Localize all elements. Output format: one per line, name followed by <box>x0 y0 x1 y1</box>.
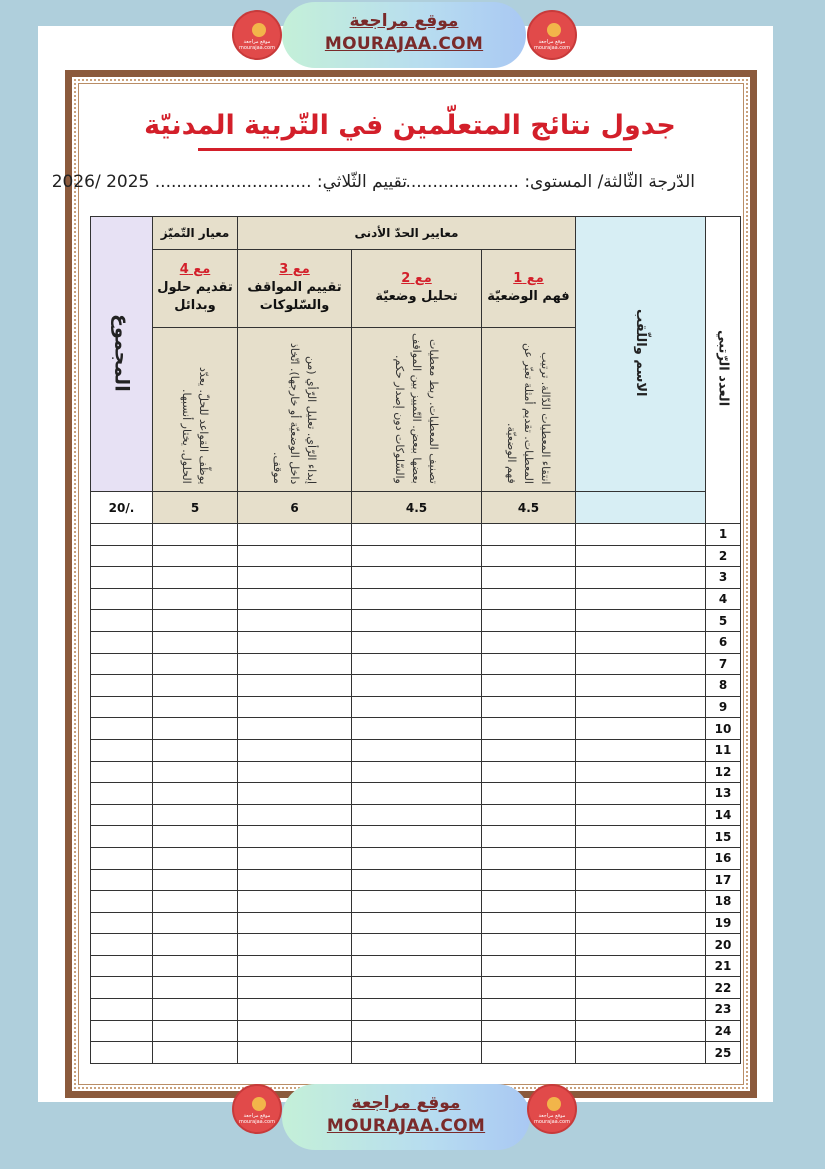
row-number: 7 <box>706 653 741 675</box>
grade-cell[interactable] <box>482 847 576 869</box>
grade-cell[interactable] <box>153 545 238 567</box>
name-column-header: الاسم واللّقب <box>576 217 706 492</box>
criterion-3-description: إبداء الرّأي. تعليل الرّأي (من داخل الوضعيّة أو خارجها). اتّخاذ موقف. <box>238 328 352 492</box>
grade-cell[interactable] <box>352 696 482 718</box>
criterion-3-header: مع 3 تقييم المواقف والسّلوكات <box>238 250 352 328</box>
grade-cell[interactable] <box>352 739 482 761</box>
table-row <box>91 1020 741 1042</box>
site-name-arabic[interactable]: موقع مراجعة <box>349 11 459 31</box>
row-number: 15 <box>706 826 741 848</box>
grade-cell[interactable] <box>576 653 706 675</box>
grade-cell[interactable] <box>482 977 576 999</box>
grade-cell[interactable] <box>153 653 238 675</box>
criterion-2-header: مع 2 تحليل وضعيّة <box>352 250 482 328</box>
table-row <box>91 783 741 805</box>
grade-cell[interactable] <box>91 761 153 783</box>
grade-cell[interactable] <box>153 826 238 848</box>
grade-cell[interactable] <box>352 934 482 956</box>
grade-cell[interactable] <box>91 783 153 805</box>
grade-cell[interactable] <box>153 588 238 610</box>
grade-cell[interactable] <box>352 977 482 999</box>
name-score-cell <box>576 492 706 524</box>
grade-cell[interactable] <box>576 912 706 934</box>
grade-cell[interactable] <box>238 869 352 891</box>
grade-cell[interactable] <box>238 934 352 956</box>
site-name-latin[interactable]: MOURAJAA.COM <box>324 34 484 54</box>
row-number: 19 <box>706 912 741 934</box>
row-number: 13 <box>706 783 741 805</box>
grade-cell[interactable] <box>238 588 352 610</box>
criterion-4-description: يوظّف القواعد للحلّ. يعدّد الحلول. يختار أنسبها. <box>153 328 238 492</box>
grade-cell[interactable] <box>91 804 153 826</box>
table-row <box>91 524 741 546</box>
table-row <box>91 1042 741 1064</box>
grade-cell[interactable] <box>352 999 482 1021</box>
row-number: 8 <box>706 675 741 697</box>
grade-cell[interactable] <box>576 567 706 589</box>
grade-cell[interactable] <box>352 545 482 567</box>
grade-cell[interactable] <box>238 610 352 632</box>
grade-cell[interactable] <box>352 804 482 826</box>
grade-cell[interactable] <box>153 567 238 589</box>
grade-cell[interactable] <box>91 567 153 589</box>
row-number: 24 <box>706 1020 741 1042</box>
table-row <box>91 675 741 697</box>
grade-cell[interactable] <box>238 912 352 934</box>
table-row <box>91 977 741 999</box>
grade-cell[interactable] <box>576 1020 706 1042</box>
grade-cell[interactable] <box>238 675 352 697</box>
grade-cell[interactable] <box>352 675 482 697</box>
row-number: 4 <box>706 588 741 610</box>
grade-cell[interactable] <box>153 739 238 761</box>
site-banner-top[interactable] <box>282 2 526 68</box>
grade-cell[interactable] <box>153 934 238 956</box>
results-table <box>90 216 741 1064</box>
grade-cell[interactable] <box>153 631 238 653</box>
title-underline <box>198 148 632 151</box>
grade-cell[interactable] <box>91 718 153 740</box>
level-label: الدّرجة الثّالثة/ المستوى: ..................... <box>405 172 695 192</box>
grade-cell[interactable] <box>352 891 482 913</box>
grade-cell[interactable] <box>238 696 352 718</box>
grade-cell[interactable] <box>91 847 153 869</box>
site-banner-bottom[interactable] <box>282 1084 530 1150</box>
site-logo-right[interactable] <box>527 10 577 60</box>
grade-cell[interactable] <box>238 739 352 761</box>
table-row <box>91 567 741 589</box>
table-row <box>91 545 741 567</box>
logo-mark-icon <box>252 23 266 37</box>
grade-cell[interactable] <box>576 524 706 546</box>
grade-cell[interactable] <box>238 524 352 546</box>
grade-cell[interactable] <box>352 524 482 546</box>
grade-cell[interactable] <box>352 761 482 783</box>
row-number: 25 <box>706 1042 741 1064</box>
row-number: 2 <box>706 545 741 567</box>
table-row <box>91 610 741 632</box>
grade-cell[interactable] <box>576 696 706 718</box>
grade-cell[interactable] <box>238 567 352 589</box>
table-row <box>91 804 741 826</box>
grade-cell[interactable] <box>238 783 352 805</box>
grade-cell[interactable] <box>238 977 352 999</box>
grade-cell[interactable] <box>238 545 352 567</box>
grade-cell[interactable] <box>352 826 482 848</box>
grade-cell[interactable] <box>352 567 482 589</box>
grade-cell[interactable] <box>576 588 706 610</box>
grade-cell[interactable] <box>153 869 238 891</box>
grade-cell[interactable] <box>482 524 576 546</box>
grade-cell[interactable] <box>482 588 576 610</box>
grade-cell[interactable] <box>482 869 576 891</box>
grade-cell[interactable] <box>238 804 352 826</box>
grade-cell[interactable] <box>352 847 482 869</box>
grade-cell[interactable] <box>238 826 352 848</box>
grade-cell[interactable] <box>576 718 706 740</box>
grade-cell[interactable] <box>153 804 238 826</box>
grade-cell[interactable] <box>576 631 706 653</box>
grade-cell[interactable] <box>153 977 238 999</box>
grade-cell[interactable] <box>352 912 482 934</box>
table-row <box>91 739 741 761</box>
grade-cell[interactable] <box>576 869 706 891</box>
grade-cell[interactable] <box>576 804 706 826</box>
grade-cell[interactable] <box>576 739 706 761</box>
table-row <box>91 653 741 675</box>
logo-mark-icon <box>547 1097 561 1111</box>
logo-mark-icon <box>252 1097 266 1111</box>
grade-cell[interactable] <box>153 891 238 913</box>
grade-cell[interactable] <box>352 718 482 740</box>
table-row <box>91 588 741 610</box>
page-title: جدول نتائج المتعلّمين في التّربية المدنيّة <box>144 110 676 141</box>
grade-cell[interactable] <box>482 912 576 934</box>
table-row <box>91 934 741 956</box>
grade-cell[interactable] <box>482 955 576 977</box>
grade-cell[interactable] <box>576 826 706 848</box>
table-row <box>91 891 741 913</box>
grade-cell[interactable] <box>352 631 482 653</box>
grade-cell[interactable] <box>153 955 238 977</box>
logo-text: موقع مراجعة mourajaa.com <box>533 1113 570 1125</box>
term-label: تقييم الثّلاثي: ............................. 2025 /2026 <box>51 172 407 192</box>
grade-cell[interactable] <box>482 631 576 653</box>
grade-cell[interactable] <box>576 999 706 1021</box>
grade-cell[interactable] <box>352 1042 482 1064</box>
grade-cell[interactable] <box>482 761 576 783</box>
grade-cell[interactable] <box>576 891 706 913</box>
total-column-header: المجموع <box>91 217 153 492</box>
row-number: 23 <box>706 999 741 1021</box>
grade-cell[interactable] <box>482 1042 576 1064</box>
grade-cell[interactable] <box>482 826 576 848</box>
grade-cell[interactable] <box>238 761 352 783</box>
grade-cell[interactable] <box>576 610 706 632</box>
grade-cell[interactable] <box>238 891 352 913</box>
table-row <box>91 869 741 891</box>
grade-cell[interactable] <box>91 588 153 610</box>
table-row <box>91 999 741 1021</box>
grade-cell[interactable] <box>352 955 482 977</box>
number-column-header: العدد الرّتبي <box>706 217 741 524</box>
grade-cell[interactable] <box>91 999 153 1021</box>
site-logo-left-bottom[interactable] <box>232 1084 282 1134</box>
grade-cell[interactable] <box>153 696 238 718</box>
grade-cell[interactable] <box>482 545 576 567</box>
grade-cell[interactable] <box>153 783 238 805</box>
grade-cell[interactable] <box>91 912 153 934</box>
grade-cell[interactable] <box>482 696 576 718</box>
grade-cell[interactable] <box>91 955 153 977</box>
table-row <box>91 847 741 869</box>
grade-cell[interactable] <box>153 1042 238 1064</box>
grade-cell[interactable] <box>482 567 576 589</box>
grade-cell[interactable] <box>91 653 153 675</box>
grade-cell[interactable] <box>352 610 482 632</box>
grade-cell[interactable] <box>238 955 352 977</box>
grade-cell[interactable] <box>153 912 238 934</box>
grade-cell[interactable] <box>576 934 706 956</box>
grade-cell[interactable] <box>153 999 238 1021</box>
row-number: 5 <box>706 610 741 632</box>
site-logo-right-bottom[interactable] <box>527 1084 577 1134</box>
grade-cell[interactable] <box>482 783 576 805</box>
minimum-group-header: معايير الحدّ الأدنى <box>238 217 576 250</box>
grade-cell[interactable] <box>576 545 706 567</box>
grade-cell[interactable] <box>238 847 352 869</box>
excellence-group-header: معيار التّميّز <box>153 217 238 250</box>
grade-cell[interactable] <box>352 653 482 675</box>
logo-text: موقع مراجعة mourajaa.com <box>533 39 570 51</box>
grade-cell[interactable] <box>576 1042 706 1064</box>
grade-cell[interactable] <box>238 653 352 675</box>
grade-cell[interactable] <box>91 977 153 999</box>
grade-cell[interactable] <box>153 610 238 632</box>
criterion-1-description: انتقاء المعطيات الدّالة. ترتيب المعطيات. تقديم أمثلة تعبّر عن فهم الوضعيّة. <box>482 328 576 492</box>
table-row <box>91 912 741 934</box>
grade-cell[interactable] <box>153 761 238 783</box>
row-number: 3 <box>706 567 741 589</box>
table-row <box>91 696 741 718</box>
grade-cell[interactable] <box>91 739 153 761</box>
logo-text: موقع مراجعة mourajaa.com <box>238 39 275 51</box>
total-score: 20/. <box>91 492 153 524</box>
grade-cell[interactable] <box>91 826 153 848</box>
grade-cell[interactable] <box>153 524 238 546</box>
logo-mark-icon <box>547 23 561 37</box>
criterion-1-header: مع 1 فهم الوضعيّة <box>482 250 576 328</box>
criterion-4-header: مع 4 تقديم حلول وبدائل <box>153 250 238 328</box>
grade-cell[interactable] <box>238 631 352 653</box>
grade-cell[interactable] <box>482 718 576 740</box>
grade-cell[interactable] <box>482 675 576 697</box>
table-row <box>91 718 741 740</box>
grade-cell[interactable] <box>576 847 706 869</box>
grade-cell[interactable] <box>153 675 238 697</box>
criterion-2-score: 4.5 <box>352 492 482 524</box>
grade-cell[interactable] <box>91 545 153 567</box>
row-number: 12 <box>706 761 741 783</box>
grade-cell[interactable] <box>482 804 576 826</box>
table-row <box>91 631 741 653</box>
grade-cell[interactable] <box>482 739 576 761</box>
row-number: 17 <box>706 869 741 891</box>
grade-cell[interactable] <box>153 847 238 869</box>
grade-cell[interactable] <box>91 891 153 913</box>
criterion-2-description: تصنيف المعطيات. ربط معطيات بعضها ببعض. التّمييز بين المواقف والسّلوكات دون إصدار حكم. <box>352 328 482 492</box>
grade-cell[interactable] <box>238 1042 352 1064</box>
table-row <box>91 761 741 783</box>
site-name-latin[interactable]: MOURAJAA.COM <box>326 1116 486 1136</box>
criterion-4-score: 5 <box>153 492 238 524</box>
grade-cell[interactable] <box>91 934 153 956</box>
grade-cell[interactable] <box>238 718 352 740</box>
grade-cell[interactable] <box>482 1020 576 1042</box>
grade-cell[interactable] <box>482 653 576 675</box>
grade-cell[interactable] <box>576 761 706 783</box>
row-number: 16 <box>706 847 741 869</box>
grade-cell[interactable] <box>91 631 153 653</box>
grade-cell[interactable] <box>91 610 153 632</box>
grade-cell[interactable] <box>482 610 576 632</box>
grade-cell[interactable] <box>91 696 153 718</box>
grade-cell[interactable] <box>482 934 576 956</box>
grade-cell[interactable] <box>482 999 576 1021</box>
row-number: 18 <box>706 891 741 913</box>
grade-cell[interactable] <box>153 718 238 740</box>
grade-cell[interactable] <box>352 588 482 610</box>
row-number: 6 <box>706 631 741 653</box>
row-number: 11 <box>706 739 741 761</box>
logo-text: موقع مراجعة mourajaa.com <box>238 1113 275 1125</box>
grade-cell[interactable] <box>153 1020 238 1042</box>
table-row <box>91 955 741 977</box>
criterion-3-score: 6 <box>238 492 352 524</box>
grade-cell[interactable] <box>576 675 706 697</box>
row-number: 22 <box>706 977 741 999</box>
criterion-1-score: 4.5 <box>482 492 576 524</box>
grade-cell[interactable] <box>482 891 576 913</box>
grade-cell[interactable] <box>91 524 153 546</box>
grade-cell[interactable] <box>238 999 352 1021</box>
grade-cell[interactable] <box>91 1042 153 1064</box>
row-number: 1 <box>706 524 741 546</box>
grade-cell[interactable] <box>352 1020 482 1042</box>
row-number: 10 <box>706 718 741 740</box>
site-logo-left[interactable] <box>232 10 282 60</box>
row-number: 21 <box>706 955 741 977</box>
grade-cell[interactable] <box>576 783 706 805</box>
grade-cell[interactable] <box>91 869 153 891</box>
grade-cell[interactable] <box>576 955 706 977</box>
site-name-arabic[interactable]: موقع مراجعة <box>351 1093 461 1113</box>
grade-cell[interactable] <box>238 1020 352 1042</box>
row-number: 20 <box>706 934 741 956</box>
row-number: 14 <box>706 804 741 826</box>
grade-cell[interactable] <box>352 869 482 891</box>
grade-cell[interactable] <box>91 675 153 697</box>
grade-cell[interactable] <box>91 1020 153 1042</box>
row-number: 9 <box>706 696 741 718</box>
grade-cell[interactable] <box>352 783 482 805</box>
table-row <box>91 826 741 848</box>
grade-cell[interactable] <box>576 977 706 999</box>
